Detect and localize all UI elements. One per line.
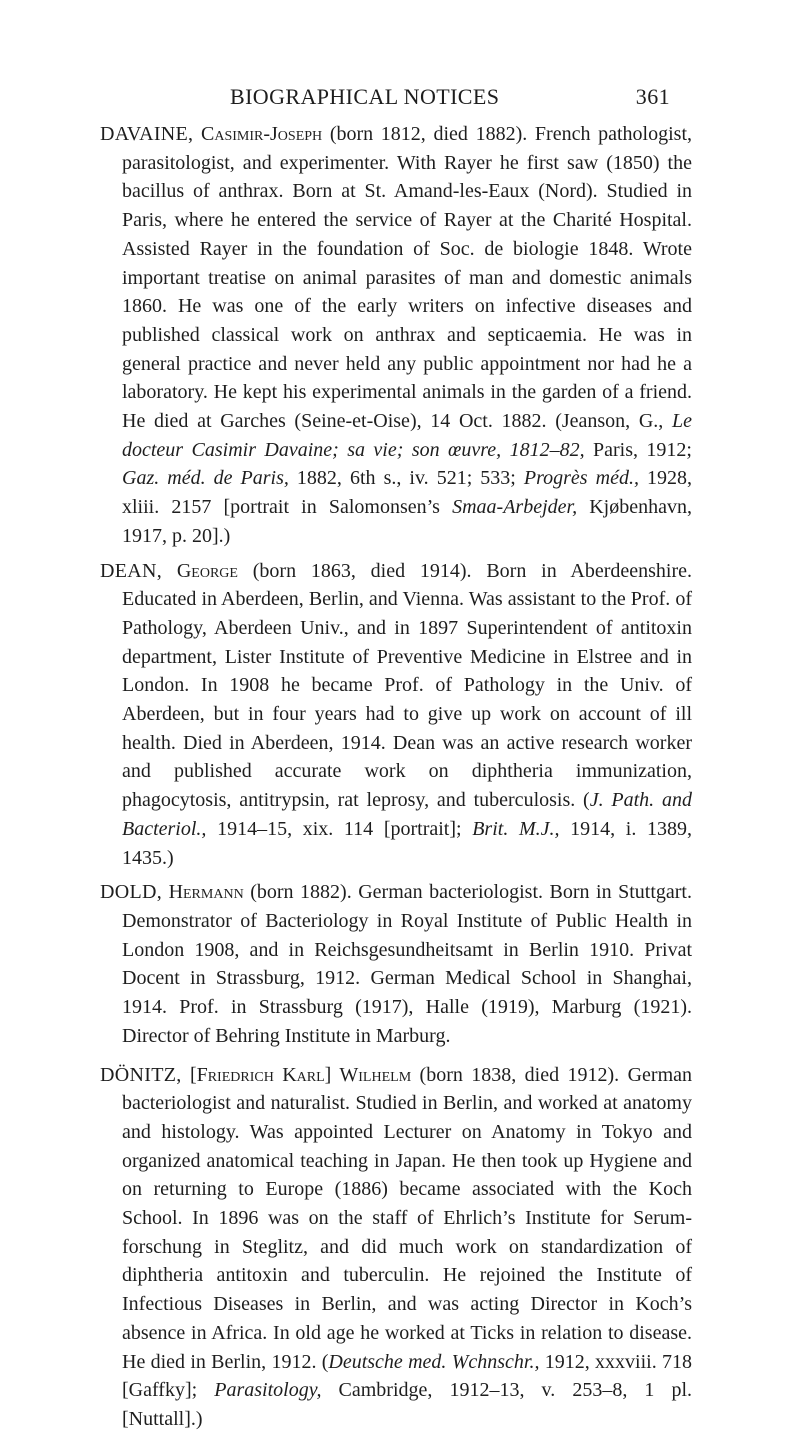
notice-text: 1928, xliii. 2157 [portrait in Salomonsen’s (122, 467, 692, 519)
notices-list (100, 120, 692, 1440)
notice-citation-title: Le docteur Casimir Davaine; sa vie; son œuvre, 1812–82, (122, 410, 692, 461)
notice-forenames: [Friedrich Karl] Wilhelm (189, 1063, 412, 1086)
notice-text: 1914–15, xix. 114 [portrait]; (206, 817, 473, 840)
page-number: 361 (635, 84, 670, 109)
notice-citation-title: J. Path. and Bacteriol., (122, 789, 692, 840)
notice-text: 1882, 6th s., iv. 521; 533; (288, 467, 524, 490)
notice-text: (born 1812, died 1882). French pathologist, parasitologist, and experimenter. With Rayer he first saw (1850) the bacillus of anthrax. Born at St. Amand-les-Eaux (Nord). Studied in Paris, where he entered the service of Rayer at the Charité Hospital. Assisted Rayer in the foundation of Soc. de biologie 1848. Wrote important treatise on animal parasites of man and domestic animals 1860. He was one of the early writers on infective diseases and published classical work on anthrax and septicaemia. He was in general practice and never held any public appointment nor had he a laboratory. He kept his experimental animals in the garden of a friend. He died at Garches (Seine-et-Oise), 14 Oct. 1882. (Jeanson, G., (122, 123, 692, 433)
notice-text: 1914, i. 1389, 1435.) (122, 817, 692, 869)
notice-citation-title: Parasitology, (214, 1379, 322, 1402)
notice-citation-title: Progrès méd., (523, 467, 639, 490)
notice-text: Kjøbenhavn, 1917, p. 20].) (122, 496, 692, 547)
notice-surname: DAVAINE, (100, 123, 194, 145)
notice-text: (born 1838, died 1912). German bacteriologist and naturalist. Studied in Berlin, and worked at anatomy and histology. Was appointed Lecturer on Anatomy in Tokyo and organized anatomical teaching in Japan. He then took up Hygiene and on returning to Europe (1886) became associated with the Koch School. In 1896 was on the staff of Ehrlich’s Institute for Serum-forschung in Steglitz, and did much work on standardization of diphtheria antitoxin and tuberculin. He rejoined the Institute of Infectious Diseases in Berlin, and was acting Director in Koch’s absence in Africa. In old age he worked at Ticks in relation to disease. He died in Berlin, 1912. ( (122, 1063, 692, 1373)
notice-dean (100, 557, 692, 873)
notice-forenames: Casimir-Joseph (201, 123, 323, 145)
notice-citation-title: Smaa-Arbejder, (452, 496, 578, 519)
notice-text: (born 1863, died 1914). Born in Aberdeenshire. Educated in Aberdeen, Berlin, and Vienna. Was assistant to the Prof. of Pathology, Aberdeen Univ., and in 1897 Superintendent of antitoxin department, Lister Institute of Preventive Medicine in Elstree and in London. In 1908 he became Prof. of Pathology in the Univ. of Aberdeen, but in four years had to give up work on account of ill health. Died in Aberdeen, 1914. Dean was an active research worker and published accurate work on diphtheria immunization, phagocytosis, antitrypsin, rat leprosy, and tuberculosis. ( (122, 559, 692, 812)
notice-forenames: George (176, 559, 238, 582)
notice-citation-title: Deutsche med. Wchnschr., (328, 1350, 540, 1373)
running-title: BIOGRAPHICAL NOTICES (230, 84, 500, 109)
notice-citation-title: Brit. M.J., (472, 817, 560, 840)
notice-dold (100, 878, 692, 1050)
notice-surname: DEAN, (100, 559, 163, 582)
notice-surname: DÖNITZ, (100, 1063, 182, 1086)
notice-text: Cambridge, 1912–13, v. 253–8, 1 pl. [Nuttall].) (122, 1379, 693, 1430)
notice-citation-title: Gaz. méd. de Paris, (122, 467, 289, 490)
notice-text: Paris, 1912; (584, 438, 692, 461)
notice-surname: DOLD, (100, 881, 163, 904)
running-head (230, 84, 670, 116)
notice-text: (born 1882). German bacteriologist. Born in Stuttgart. Demonstrator of Bacteriology in Royal Institute of Public Health in London 1908, and in Reichsgesundheitsamt in Berlin 1910. Privat Docent in Strassburg, 1912. German Medical School in Shanghai, 1914. Prof. in Strassburg (1917), Halle (1919), Marburg (1921). Director of Behring Institute in Marburg. (122, 881, 692, 1047)
notice-text: 1912, xxxviii. 718 [Gaffky]; (122, 1350, 692, 1402)
notice-davaine (100, 120, 692, 551)
notice-donitz (100, 1061, 692, 1434)
notice-forenames: Hermann (168, 881, 244, 904)
